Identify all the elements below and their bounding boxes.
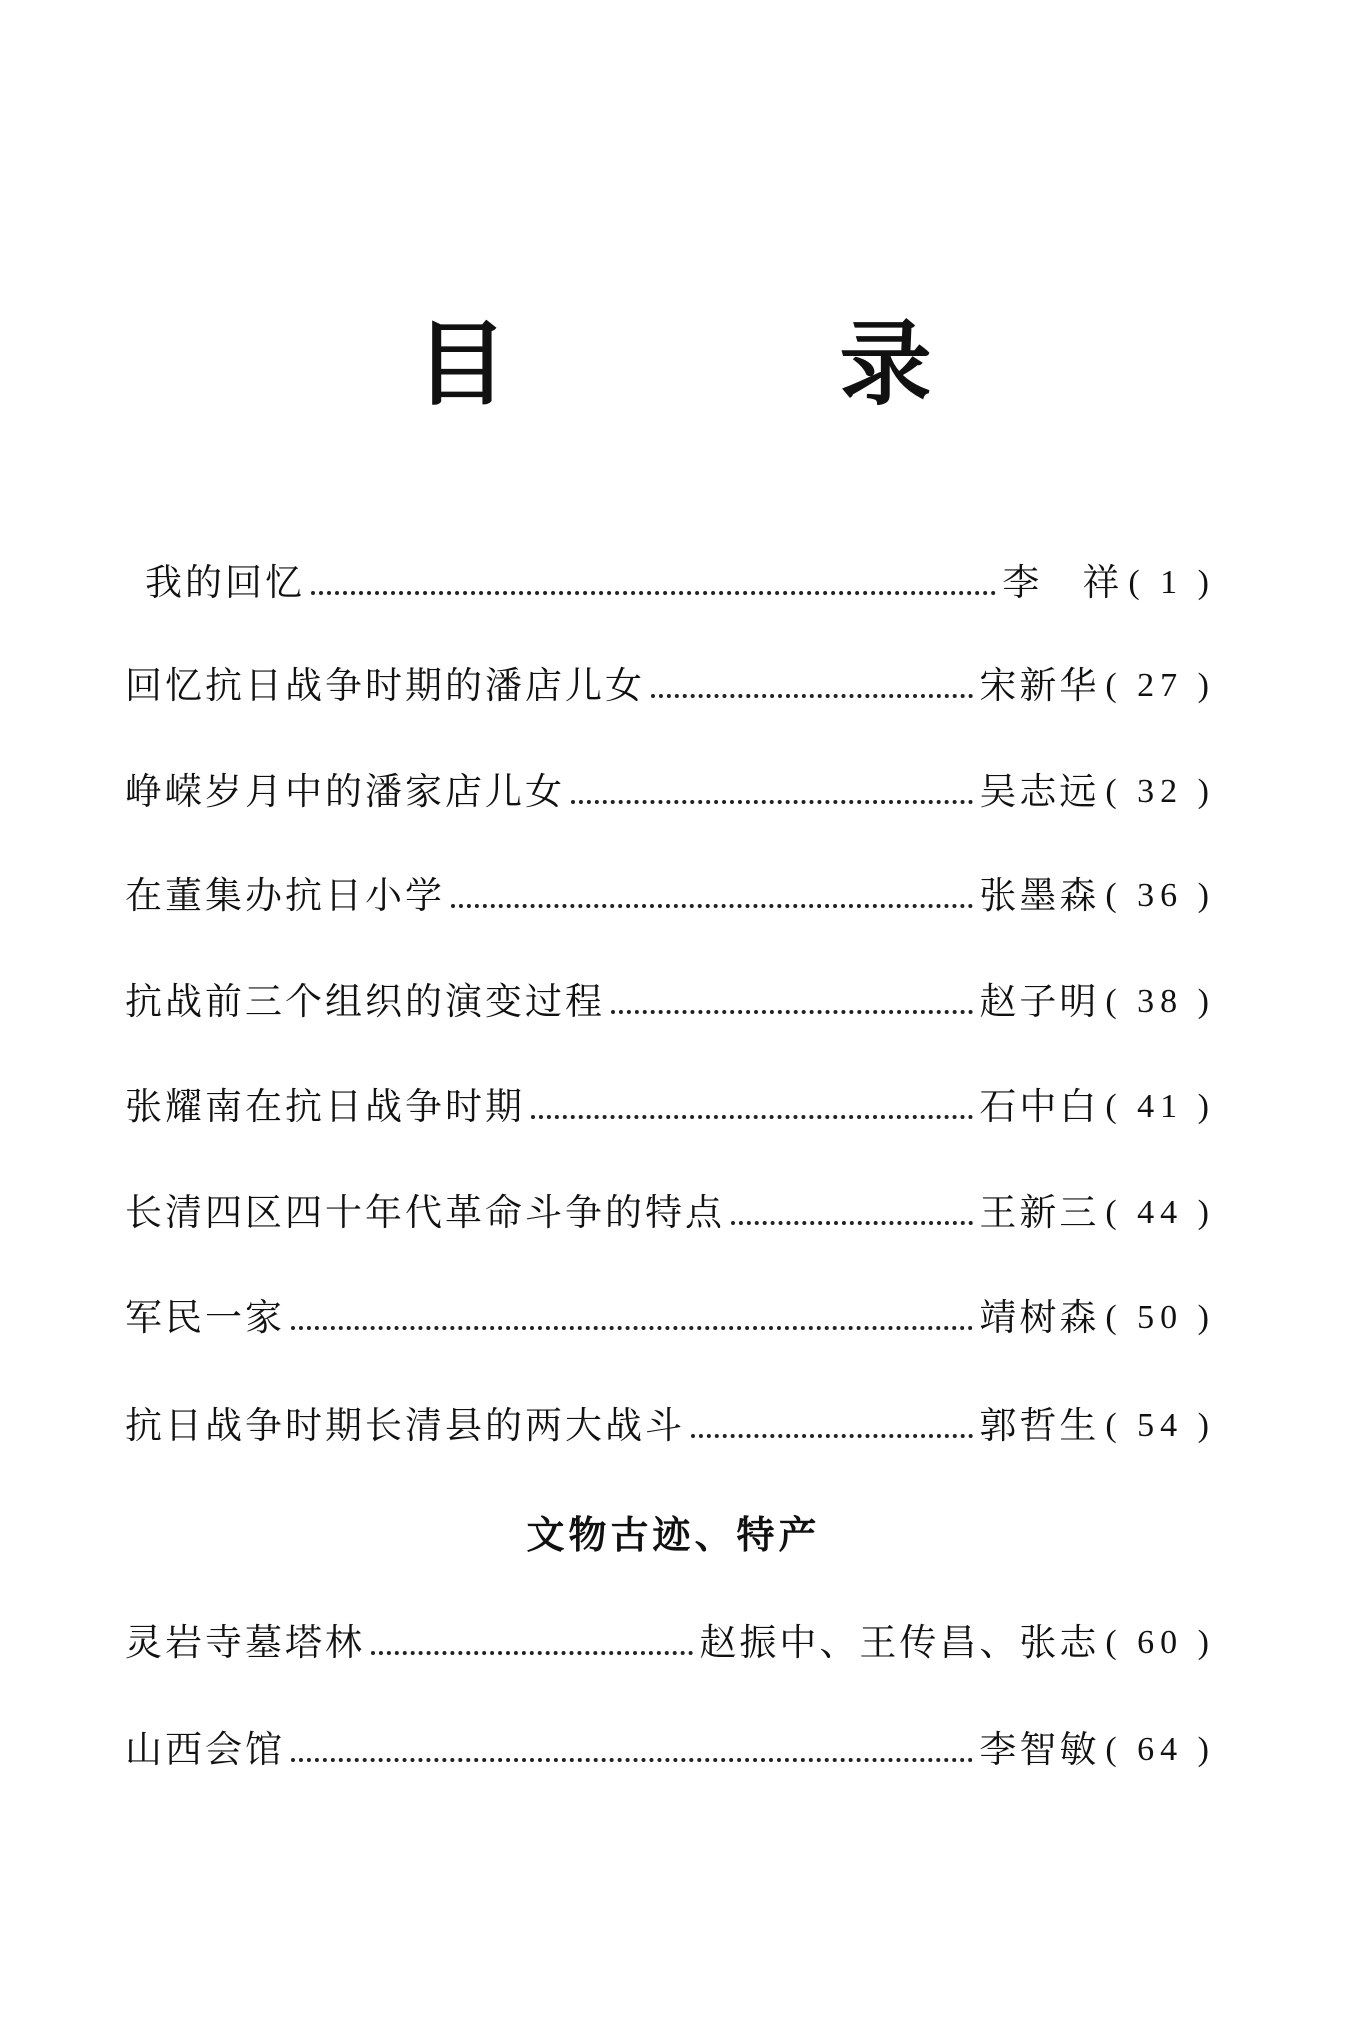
entry-page: ( 27 ): [1105, 667, 1215, 704]
toc-entry: [125, 1396, 1215, 1456]
entry-author: 李 祥: [1002, 561, 1123, 604]
entry-page: ( 41 ): [1105, 1088, 1215, 1125]
leader-dots: [691, 1396, 973, 1456]
entry-author: 王新三: [979, 1191, 1100, 1234]
entry-author: 吴志远: [979, 770, 1100, 813]
toc-entry: [125, 1077, 1215, 1137]
leader-dots: [291, 1720, 973, 1780]
entry-author: 赵振中、王传昌、张志: [699, 1621, 1100, 1664]
section-heading: 文物古迹、特产: [526, 1512, 821, 1557]
entry-author: 赵子明: [979, 980, 1100, 1023]
toc-entry: [125, 866, 1215, 926]
entry-title: 抗战前三个组织的演变过程: [125, 980, 605, 1023]
entry-page: ( 64 ): [1105, 1731, 1215, 1768]
toc-entry: [125, 1288, 1215, 1348]
entry-title: 张耀南在抗日战争时期: [125, 1085, 525, 1128]
entry-title: 长清四区四十年代革命斗争的特点: [125, 1191, 725, 1234]
toc-entry: [125, 656, 1215, 716]
leader-dots: [651, 656, 973, 716]
entry-author: 李智敏: [979, 1728, 1100, 1771]
leader-dots: [291, 1288, 973, 1348]
entry-title: 我的回忆: [145, 561, 305, 604]
entry-title: 峥嵘岁月中的潘家店儿女: [125, 770, 565, 813]
entry-title: 抗日战争时期长清县的两大战斗: [125, 1404, 685, 1447]
entry-author: 郭哲生: [979, 1404, 1100, 1447]
entry-author: 石中白: [979, 1085, 1100, 1128]
entry-title: 山西会馆: [125, 1728, 285, 1771]
toc-entry: [125, 1183, 1215, 1243]
toc-entry: [145, 553, 1215, 613]
leader-dots: [531, 1077, 973, 1137]
entry-page: ( 60 ): [1105, 1624, 1215, 1661]
toc-entry: [125, 972, 1215, 1032]
entry-title: 军民一家: [125, 1296, 285, 1339]
entry-page: ( 50 ): [1105, 1299, 1215, 1336]
entry-page: ( 36 ): [1105, 877, 1215, 914]
entry-title: 在董集办抗日小学: [125, 874, 445, 917]
entry-page: ( 44 ): [1105, 1194, 1215, 1231]
entry-page: ( 32 ): [1105, 773, 1215, 810]
entry-page: ( 54 ): [1105, 1407, 1215, 1444]
entry-title: 灵岩寺墓塔林: [125, 1621, 365, 1664]
toc-entry: [125, 1613, 1215, 1673]
toc-entry: [125, 1720, 1215, 1780]
entry-author: 张墨森: [979, 874, 1100, 917]
leader-dots: [451, 866, 973, 926]
leader-dots: [611, 972, 973, 1032]
entry-page: ( 1 ): [1128, 564, 1215, 601]
leader-dots: [571, 762, 973, 822]
leader-dots: [371, 1613, 693, 1673]
entry-page: ( 38 ): [1105, 983, 1215, 1020]
entry-author: 宋新华: [979, 664, 1100, 707]
toc-entry: [125, 762, 1215, 822]
page-title: 目 录: [415, 310, 1082, 418]
entry-author: 靖树森: [979, 1296, 1100, 1339]
entry-title: 回忆抗日战争时期的潘店儿女: [125, 664, 645, 707]
leader-dots: [311, 553, 996, 613]
leader-dots: [731, 1183, 973, 1243]
